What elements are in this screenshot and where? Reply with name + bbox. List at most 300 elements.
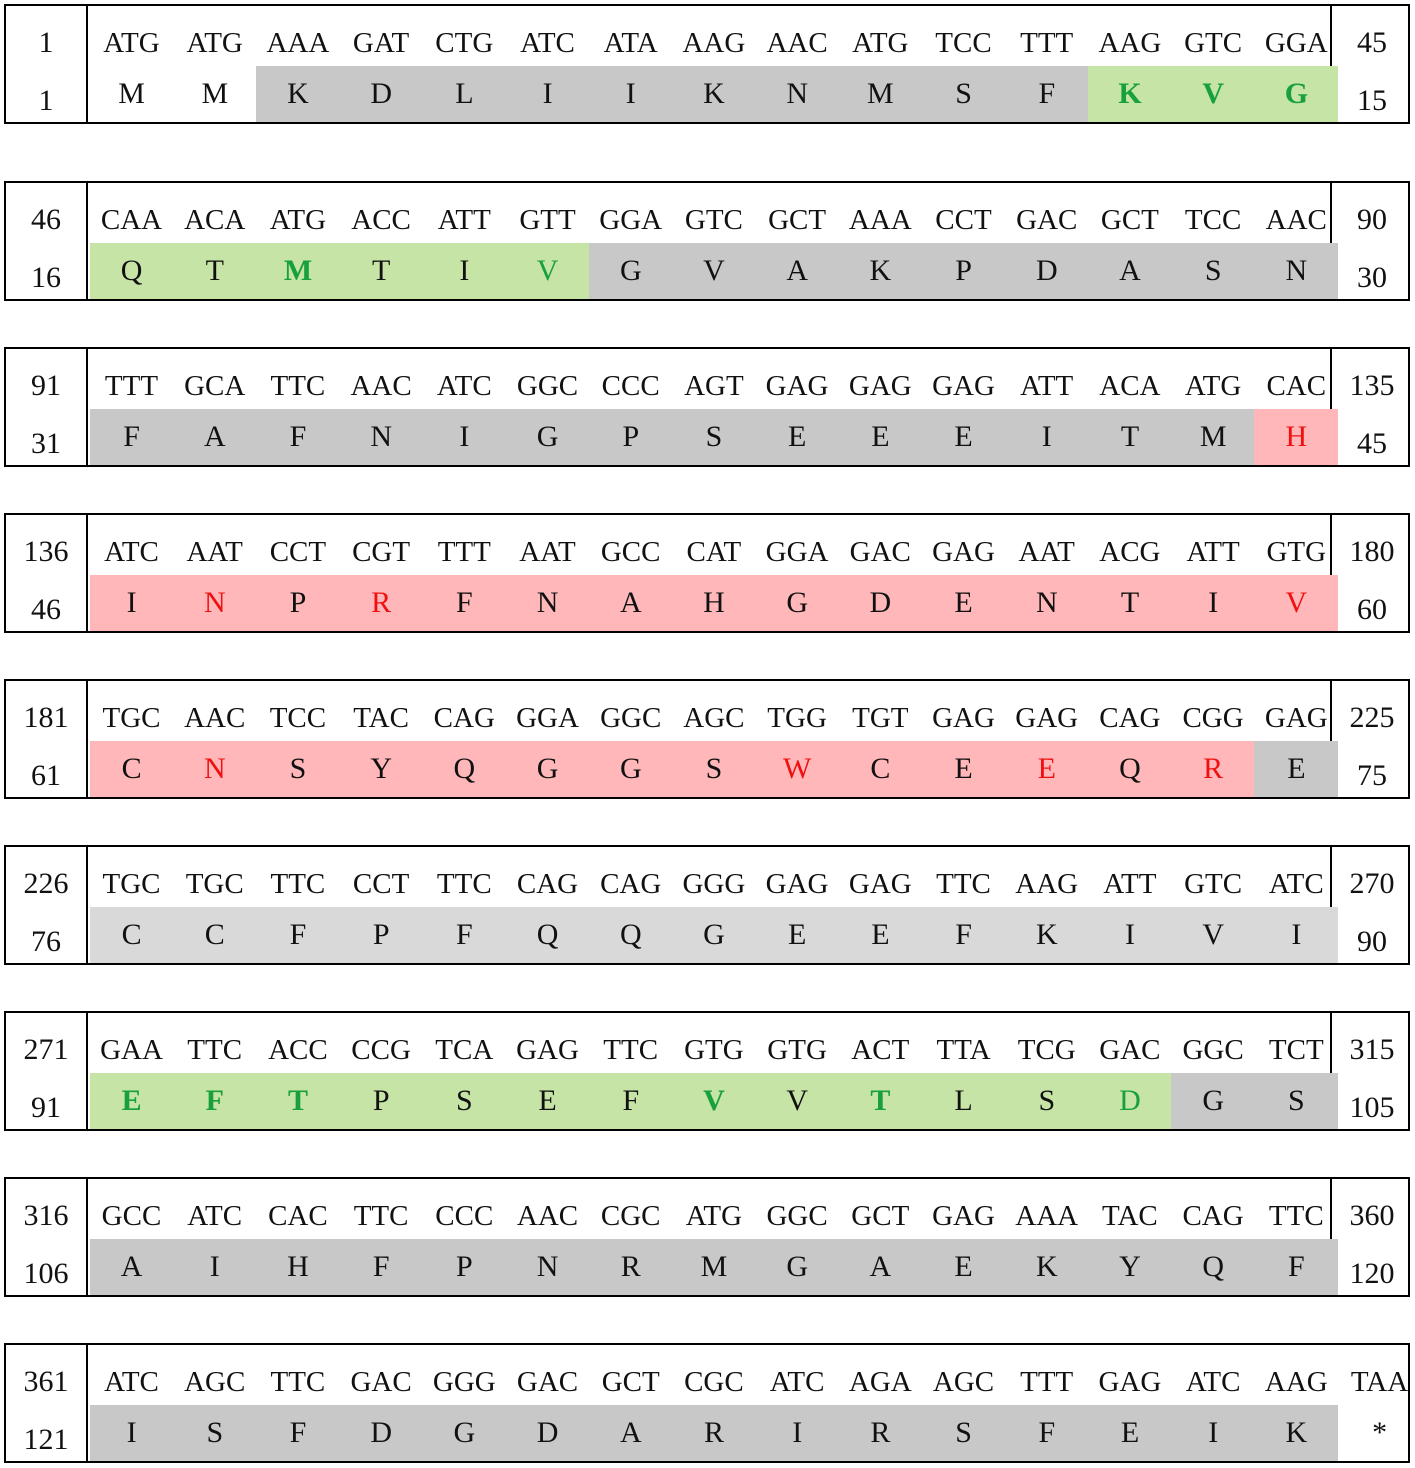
codon: GCC	[600, 536, 661, 568]
codon: AAT	[186, 536, 243, 568]
codon: GTC	[1184, 868, 1243, 900]
amino-acid: V	[506, 243, 590, 299]
codon: GGC	[516, 370, 579, 402]
left-divider	[86, 681, 88, 797]
amino-acid: F	[173, 1073, 257, 1129]
nucleotide-end: 360	[1349, 1199, 1395, 1232]
codon: ACC	[351, 204, 411, 236]
amino-acid: D	[838, 575, 922, 631]
codon: GCA	[184, 370, 246, 402]
codon: GGA	[599, 204, 663, 236]
residue-end: 90	[1357, 925, 1387, 958]
codon: GCT	[768, 204, 827, 236]
amino-acid: K	[672, 66, 756, 122]
codon: GAC	[849, 536, 911, 568]
amino-acid: D	[1005, 243, 1089, 299]
codon: TGC	[185, 868, 244, 900]
codon: TAA	[1350, 1366, 1409, 1398]
codon: TAC	[1102, 1200, 1158, 1232]
codon: AAC	[516, 1200, 579, 1232]
nucleotide-start: 271	[23, 1033, 69, 1066]
codon: CAG	[600, 868, 662, 900]
codon: AAC	[184, 702, 246, 734]
amino-acid: I	[1005, 409, 1089, 465]
amino-acid: H	[256, 1239, 340, 1295]
amino-acid: N	[1005, 575, 1089, 631]
codon: GTG	[684, 1034, 744, 1066]
codon: TTC	[270, 370, 326, 402]
amino-acid: M	[201, 77, 229, 110]
residue-start: 121	[23, 1423, 69, 1456]
codon: AGT	[684, 370, 744, 402]
amino-acid: E	[922, 741, 1006, 797]
codon: TTC	[353, 1200, 409, 1232]
amino-acid: K	[1005, 907, 1089, 963]
residue-end: 15	[1357, 84, 1387, 117]
codon: AGA	[848, 1366, 912, 1398]
amino-acid: S	[922, 1405, 1006, 1461]
residue-end: 105	[1349, 1091, 1395, 1124]
codon: AAA	[266, 27, 330, 59]
codon: GGA	[1264, 27, 1328, 59]
codon: TTC	[936, 868, 991, 900]
codon: ATC	[1268, 868, 1324, 900]
nucleotide-start: 361	[23, 1365, 69, 1398]
codon: TTC	[270, 868, 326, 900]
codon: TGC	[102, 702, 161, 734]
amino-acid: P	[339, 1073, 423, 1129]
amino-acid: I	[422, 243, 506, 299]
amino-acid: F	[589, 1073, 673, 1129]
codon: ACA	[184, 204, 246, 236]
codon: GGA	[765, 536, 829, 568]
codon: AAA	[848, 204, 912, 236]
codon: GGC	[766, 1200, 828, 1232]
codon: AAG	[1264, 1366, 1328, 1398]
nucleotide-start: 91	[31, 369, 61, 402]
sequence-block	[4, 679, 1410, 799]
amino-acid: I	[755, 1405, 839, 1461]
codon: GCT	[1100, 204, 1159, 236]
nucleotide-end: 270	[1349, 867, 1395, 900]
amino-acid: *	[1372, 1416, 1388, 1449]
amino-acid: S	[922, 66, 1006, 122]
codon: AGC	[683, 702, 745, 734]
amino-acid: G	[506, 409, 590, 465]
codon: CGG	[1182, 702, 1244, 734]
amino-acid: E	[1254, 741, 1338, 797]
left-divider	[86, 847, 88, 963]
codon: GGG	[682, 868, 746, 900]
amino-acid: F	[422, 575, 506, 631]
amino-acid: C	[173, 907, 257, 963]
amino-acid: G	[755, 1239, 839, 1295]
sequence-block	[4, 181, 1410, 301]
codon: AAC	[1265, 204, 1327, 236]
amino-acid: E	[922, 1239, 1006, 1295]
codon: CAG	[516, 868, 579, 900]
codon: TCC	[935, 27, 992, 59]
amino-acid: C	[838, 741, 922, 797]
codon: GCT	[851, 1200, 910, 1232]
codon: ATA	[603, 27, 658, 59]
codon: GGG	[432, 1366, 496, 1398]
amino-acid: I	[422, 409, 506, 465]
amino-acid: Y	[339, 741, 423, 797]
amino-acid: V	[672, 1073, 756, 1129]
amino-acid: N	[755, 66, 839, 122]
codon: ATG	[852, 27, 909, 59]
amino-acid: N	[1254, 243, 1338, 299]
residue-end: 30	[1357, 261, 1387, 294]
left-divider	[86, 515, 88, 631]
nucleotide-end: 135	[1349, 369, 1395, 402]
amino-acid: P	[339, 907, 423, 963]
codon: AGC	[932, 1366, 995, 1398]
codon: AAA	[1015, 1200, 1079, 1232]
codon: GGC	[600, 702, 662, 734]
amino-acid: G	[1171, 1073, 1255, 1129]
amino-acid: E	[1088, 1405, 1172, 1461]
amino-acid: T	[1088, 409, 1172, 465]
amino-acid: S	[1254, 1073, 1338, 1129]
codon: TGC	[102, 868, 161, 900]
amino-acid: P	[589, 409, 673, 465]
amino-acid: K	[256, 66, 340, 122]
codon: GAG	[932, 702, 995, 734]
amino-acid: I	[1171, 1405, 1255, 1461]
amino-acid: P	[256, 575, 340, 631]
codon: TTC	[187, 1034, 243, 1066]
amino-acid: G	[755, 575, 839, 631]
codon: GAG	[765, 370, 829, 402]
amino-acid: I	[1254, 907, 1338, 963]
left-divider	[86, 183, 88, 299]
codon: GAT	[352, 27, 410, 59]
codon: GAC	[1016, 204, 1078, 236]
codon: CCT	[935, 204, 992, 236]
amino-acid: E	[922, 575, 1006, 631]
codon: TCG	[1017, 1034, 1076, 1066]
nucleotide-start: 316	[23, 1199, 69, 1232]
nucleotide-start: 226	[23, 867, 69, 900]
amino-acid: E	[1005, 741, 1089, 797]
residue-start: 106	[23, 1257, 69, 1290]
amino-acid: R	[589, 1239, 673, 1295]
codon: CAG	[1182, 1200, 1244, 1232]
amino-acid: I	[90, 575, 174, 631]
codon: GAG	[932, 1200, 995, 1232]
amino-acid: S	[256, 741, 340, 797]
codon: AAG	[1015, 868, 1079, 900]
amino-acid: V	[755, 1073, 839, 1129]
nucleotide-end: 225	[1349, 701, 1395, 734]
amino-acid: L	[922, 1073, 1006, 1129]
left-divider	[86, 1013, 88, 1129]
codon: TGT	[852, 702, 909, 734]
left-divider	[86, 349, 88, 465]
amino-acid: E	[755, 907, 839, 963]
residue-start: 46	[31, 593, 61, 626]
codon: AAG	[682, 27, 746, 59]
amino-acid: G	[506, 741, 590, 797]
amino-acid: F	[256, 907, 340, 963]
amino-acid: D	[1088, 1073, 1172, 1129]
codon: CGC	[600, 1200, 661, 1232]
amino-acid: F	[1005, 66, 1089, 122]
amino-acid: F	[922, 907, 1006, 963]
codon: TTC	[603, 1034, 659, 1066]
amino-acid: C	[90, 907, 174, 963]
amino-acid: N	[339, 409, 423, 465]
codon: ATT	[1103, 868, 1157, 900]
codon: GTC	[684, 204, 743, 236]
amino-acid: I	[1088, 907, 1172, 963]
amino-acid: M	[672, 1239, 756, 1295]
sequence-block	[4, 4, 1410, 124]
amino-acid: P	[422, 1239, 506, 1295]
amino-acid: M	[1171, 409, 1255, 465]
amino-acid: G	[589, 741, 673, 797]
codon: TGG	[767, 702, 827, 734]
sequence-block	[4, 1343, 1410, 1463]
codon: TTC	[1268, 1200, 1324, 1232]
codon: CCG	[351, 1034, 411, 1066]
amino-acid: F	[339, 1239, 423, 1295]
residue-end: 120	[1349, 1257, 1395, 1290]
amino-acid: A	[1088, 243, 1172, 299]
amino-acid: I	[506, 66, 590, 122]
amino-acid: N	[506, 575, 590, 631]
codon: GAG	[932, 370, 995, 402]
residue-start: 91	[31, 1091, 61, 1124]
amino-acid: Q	[1171, 1239, 1255, 1295]
codon: ACA	[1099, 370, 1161, 402]
codon: ATC	[520, 27, 575, 59]
codon: TCA	[435, 1034, 494, 1066]
nucleotide-end: 315	[1349, 1033, 1395, 1066]
codon: GAG	[516, 1034, 579, 1066]
amino-acid: W	[755, 741, 839, 797]
codon: GTC	[1184, 27, 1243, 59]
amino-acid: N	[506, 1239, 590, 1295]
amino-acid: G	[422, 1405, 506, 1461]
amino-acid: S	[1171, 243, 1255, 299]
codon: GTG	[767, 1034, 827, 1066]
amino-acid: A	[173, 409, 257, 465]
codon: CAG	[433, 702, 495, 734]
amino-acid: K	[1254, 1405, 1338, 1461]
amino-acid: R	[1171, 741, 1255, 797]
codon: ATC	[436, 370, 492, 402]
amino-acid: A	[838, 1239, 922, 1295]
codon: GAC	[350, 1366, 412, 1398]
nucleotide-start: 46	[31, 203, 61, 236]
amino-acid: C	[90, 741, 174, 797]
amino-acid: T	[1088, 575, 1172, 631]
amino-acid: S	[1005, 1073, 1089, 1129]
amino-acid: V	[1171, 907, 1255, 963]
sequence-block	[4, 347, 1410, 467]
residue-end: 45	[1357, 427, 1387, 460]
amino-acid: D	[339, 66, 423, 122]
sequence-block	[4, 845, 1410, 965]
codon: CAA	[100, 204, 163, 236]
amino-acid: F	[1005, 1405, 1089, 1461]
codon: AAC	[350, 370, 412, 402]
amino-acid: Y	[1088, 1239, 1172, 1295]
residue-end: 60	[1357, 593, 1387, 626]
codon: TCC	[1184, 204, 1242, 236]
amino-acid: A	[589, 1405, 673, 1461]
codon: GCT	[601, 1366, 660, 1398]
codon: ACG	[1099, 536, 1161, 568]
codon: ATC	[769, 1366, 825, 1398]
amino-acid: G	[589, 243, 673, 299]
codon: GTG	[1266, 536, 1327, 568]
amino-acid: N	[173, 741, 257, 797]
residue-start: 76	[31, 925, 61, 958]
codon: CCC	[601, 370, 660, 402]
amino-acid: V	[672, 243, 756, 299]
codon: CTG	[435, 27, 494, 59]
codon: TTT	[1020, 1366, 1074, 1398]
codon: GGC	[1182, 1034, 1244, 1066]
codon: TTT	[1020, 27, 1074, 59]
codon: TTT	[437, 536, 491, 568]
codon: CAG	[1099, 702, 1161, 734]
codon: ATT	[1020, 370, 1074, 402]
amino-acid: F	[256, 1405, 340, 1461]
amino-acid: G	[672, 907, 756, 963]
codon: TTA	[936, 1034, 991, 1066]
codon: TAC	[353, 702, 409, 734]
amino-acid: T	[339, 243, 423, 299]
codon: TTC	[270, 1366, 326, 1398]
codon: CAT	[686, 536, 742, 568]
amino-acid: H	[672, 575, 756, 631]
codon: AAG	[1098, 27, 1162, 59]
codon: ATG	[269, 204, 327, 236]
codon: GAG	[848, 868, 912, 900]
nucleotide-start: 1	[38, 26, 54, 59]
codon: CAC	[1266, 370, 1327, 402]
codon: TTT	[104, 370, 159, 402]
codon: GAG	[765, 868, 829, 900]
codon: ATG	[186, 27, 243, 59]
sequence-block	[4, 1011, 1410, 1131]
nucleotide-start: 181	[23, 701, 69, 734]
amino-acid: Q	[90, 243, 174, 299]
codon: AGC	[184, 1366, 246, 1398]
amino-acid: E	[755, 409, 839, 465]
codon: ATG	[685, 1200, 743, 1232]
codon: GAG	[1264, 702, 1328, 734]
codon: CGC	[684, 1366, 744, 1398]
codon: AAC	[766, 27, 828, 59]
amino-acid: I	[90, 1405, 174, 1461]
codon: CCT	[352, 868, 410, 900]
amino-acid: Q	[506, 907, 590, 963]
amino-acid: Q	[589, 907, 673, 963]
codon: ATT	[1186, 536, 1240, 568]
codon: ATC	[104, 536, 159, 568]
amino-acid: R	[339, 575, 423, 631]
codon: TCT	[1268, 1034, 1324, 1066]
amino-acid: E	[90, 1073, 174, 1129]
amino-acid: E	[506, 1073, 590, 1129]
codon: ATT	[437, 204, 491, 236]
amino-acid: S	[672, 741, 756, 797]
amino-acid: F	[422, 907, 506, 963]
amino-acid: I	[173, 1239, 257, 1295]
codon: GGA	[516, 702, 579, 734]
amino-acid: E	[922, 409, 1006, 465]
codon: ATC	[187, 1200, 243, 1232]
amino-acid: D	[339, 1405, 423, 1461]
codon: GAG	[848, 370, 912, 402]
amino-acid: T	[173, 243, 257, 299]
amino-acid: S	[422, 1073, 506, 1129]
amino-acid: V	[1254, 575, 1338, 631]
codon: GAG	[932, 536, 995, 568]
codon: GAA	[100, 1034, 163, 1066]
amino-acid: K	[1005, 1239, 1089, 1295]
left-divider	[86, 1345, 88, 1461]
codon: CCT	[269, 536, 327, 568]
amino-acid: E	[838, 409, 922, 465]
nucleotide-start: 136	[23, 535, 69, 568]
amino-acid: S	[173, 1405, 257, 1461]
amino-acid: K	[1088, 66, 1172, 122]
codon: ATG	[1184, 370, 1242, 402]
amino-acid: L	[422, 66, 506, 122]
codon: CAC	[268, 1200, 328, 1232]
amino-acid: F	[256, 409, 340, 465]
amino-acid: R	[672, 1405, 756, 1461]
amino-acid: H	[1254, 409, 1338, 465]
amino-acid: F	[90, 409, 174, 465]
codon: ATC	[104, 1366, 159, 1398]
amino-acid: S	[672, 409, 756, 465]
left-divider	[86, 1179, 88, 1295]
codon: ACC	[268, 1034, 328, 1066]
amino-acid: A	[755, 243, 839, 299]
codon: CGT	[352, 536, 411, 568]
codon: GAC	[1099, 1034, 1161, 1066]
amino-acid: M	[118, 77, 145, 110]
sequence-block	[4, 1177, 1410, 1297]
amino-acid: Q	[1088, 741, 1172, 797]
codon: ATG	[103, 27, 160, 59]
amino-acid: I	[589, 66, 673, 122]
amino-acid: T	[838, 1073, 922, 1129]
amino-acid: N	[173, 575, 257, 631]
codon: GAC	[516, 1366, 579, 1398]
codon: AAT	[1018, 536, 1075, 568]
amino-acid: T	[256, 1073, 340, 1129]
sequence-block	[4, 513, 1410, 633]
amino-acid: G	[1254, 66, 1338, 122]
amino-acid: F	[1254, 1239, 1338, 1295]
amino-acid: Q	[422, 741, 506, 797]
amino-acid: V	[1171, 66, 1255, 122]
codon: GAG	[1015, 702, 1079, 734]
nucleotide-end: 180	[1349, 535, 1395, 568]
codon: AAT	[519, 536, 576, 568]
amino-acid: M	[838, 66, 922, 122]
residue-start: 1	[38, 84, 54, 117]
